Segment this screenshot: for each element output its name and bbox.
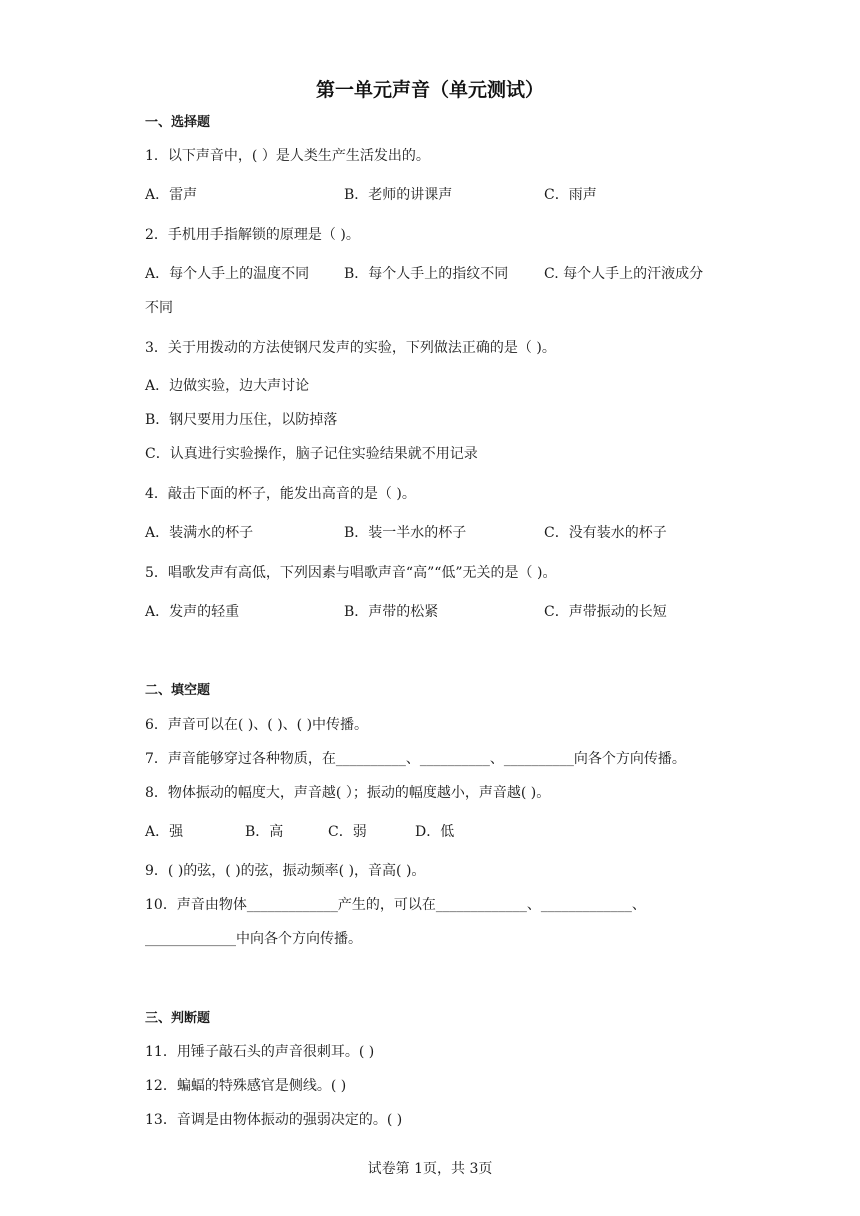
page-title: 第一单元声音（单元测试） bbox=[315, 79, 544, 101]
question-2-stem: 2．手机用手指解锁的原理是（ )。 bbox=[145, 227, 360, 243]
question-2-option-c: C. 每个人手上的汗液成分 bbox=[544, 266, 704, 282]
question-4-option-c: C．没有装水的杯子 bbox=[544, 525, 667, 541]
question-2-option-c-wrap: 不同 bbox=[145, 300, 173, 316]
question-4-option-b: B．装一半水的杯子 bbox=[344, 525, 467, 541]
question-9-stem: 9．( )的弦，( )的弦，振动频率( )，音高( )。 bbox=[145, 863, 426, 879]
question-5-stem: 5．唱歌发声有高低，下列因素与唱歌声音“高”“低”无关的是（ )。 bbox=[145, 565, 557, 581]
question-3-option-b: B．钢尺要用力压住，以防掉落 bbox=[145, 412, 338, 428]
question-4-stem: 4．敲击下面的杯子，能发出高音的是（ )。 bbox=[145, 486, 416, 502]
question-4-option-a: A．装满水的杯子 bbox=[145, 525, 254, 541]
question-3-option-a: A．边做实验，边大声讨论 bbox=[145, 378, 310, 394]
question-1-option-c: C．雨声 bbox=[544, 187, 597, 203]
question-3-stem: 3．关于用拨动的方法使钢尺发声的实验，下列做法正确的是（ )。 bbox=[145, 340, 556, 356]
question-8-option-b: B．高 bbox=[245, 824, 284, 840]
question-1-option-b: B．老师的讲课声 bbox=[344, 187, 453, 203]
question-3-option-c: C．认真进行实验操作，脑子记住实验结果就不用记录 bbox=[145, 446, 478, 462]
question-13-stem: 13．音调是由物体振动的强弱决定的。( ) bbox=[145, 1112, 403, 1128]
question-8-option-d: D．低 bbox=[415, 824, 455, 840]
question-6-stem: 6．声音可以在( )、( )、( )中传播。 bbox=[145, 717, 369, 733]
question-1-stem: 1．以下声音中，( ）是人类生产生活发出的。 bbox=[145, 148, 430, 164]
page-footer: 试卷第 1页，共 3页 bbox=[367, 1161, 493, 1177]
question-12-stem: 12．蝙蝠的特殊感官是侧线。( ) bbox=[145, 1078, 347, 1094]
question-2-option-a: A．每个人手上的温度不同 bbox=[145, 266, 310, 282]
question-5-option-b: B．声带的松紧 bbox=[344, 604, 439, 620]
question-8-option-a: A．强 bbox=[145, 824, 184, 840]
question-5-option-a: A．发声的轻重 bbox=[145, 604, 240, 620]
question-8-option-c: C．弱 bbox=[328, 824, 367, 840]
section-heading-choice: 一、选择题 bbox=[145, 115, 211, 130]
question-1-option-a: A．雷声 bbox=[145, 187, 198, 203]
question-10-line-2: _____________中向各个方向传播。 bbox=[145, 931, 362, 947]
section-heading-judge: 三、判断题 bbox=[145, 1011, 211, 1026]
question-11-stem: 11．用锤子敲石头的声音很刺耳。( ) bbox=[145, 1044, 375, 1060]
question-10-line-1: 10．声音由物体_____________产生的，可以在_____________、_____________、 bbox=[145, 897, 646, 913]
question-2-option-b: B．每个人手上的指纹不同 bbox=[344, 266, 509, 282]
question-7-stem: 7．声音能够穿过各种物质，在__________、__________、__________向各个方向传播。 bbox=[145, 751, 686, 767]
question-5-option-c: C．声带振动的长短 bbox=[544, 604, 667, 620]
question-8-stem: 8．物体振动的幅度大，声音越( ）；振动的幅度越小，声音越( )。 bbox=[145, 785, 551, 801]
section-heading-fill: 二、填空题 bbox=[145, 683, 211, 698]
